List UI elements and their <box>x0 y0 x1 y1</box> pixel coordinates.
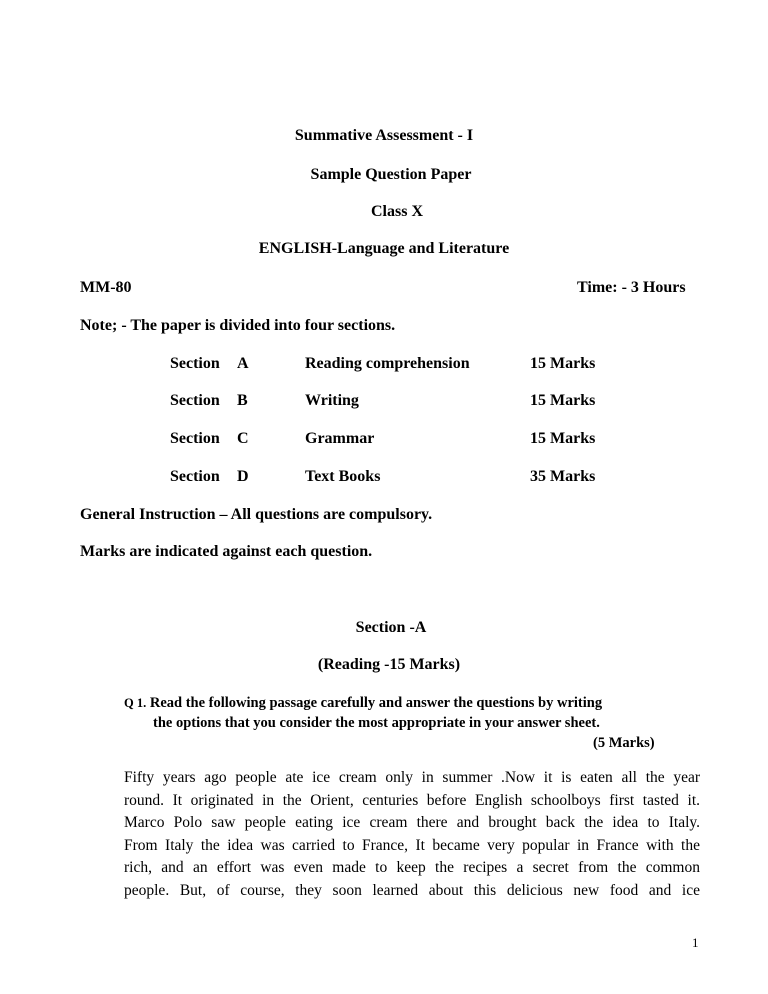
section-a-subtitle: (Reading -15 Marks) <box>317 656 461 673</box>
general-instruction: General Instruction – All questions are compulsory. <box>80 506 433 523</box>
section-marks: 15 Marks <box>530 355 596 372</box>
passage-line: Marco Polo saw people eating ice cream there and brought back the idea to Italy. <box>124 814 700 831</box>
marks-instruction: Marks are indicated against each question. <box>80 543 373 560</box>
question-number: Q 1. <box>124 696 147 710</box>
section-name: Reading comprehension <box>305 355 470 372</box>
section-name: Text Books <box>305 468 381 485</box>
time-allowed: Time: - 3 Hours <box>577 279 686 296</box>
passage-line: round. It originated in the Orient, centuries before English schoolboys first tasted it. <box>124 791 700 809</box>
section-row <box>0 468 768 488</box>
max-marks: MM-80 <box>80 279 132 296</box>
section-label: Section <box>170 468 220 485</box>
section-marks: 15 Marks <box>530 392 596 409</box>
section-label: Section <box>170 392 220 409</box>
section-name: Grammar <box>305 430 375 447</box>
section-a-title: Section -A <box>355 619 427 636</box>
section-name: Writing <box>305 392 359 409</box>
section-row <box>0 430 768 450</box>
section-letter: A <box>237 355 249 372</box>
section-label: Section <box>170 430 220 447</box>
section-marks: 35 Marks <box>530 468 596 485</box>
note-text: Note; - The paper is divided into four sections. <box>80 317 396 334</box>
page-number: 1 <box>692 935 699 950</box>
reading-passage <box>124 767 700 902</box>
passage-line: people. But, of course, they soon learned about this delicious new food and ice <box>124 881 700 899</box>
passage-line: rich, and an effort was even made to keep the recipes a secret from the common <box>124 859 700 876</box>
subject-label: ENGLISH-Language and Literature <box>258 240 510 257</box>
class-label: Class X <box>370 203 423 220</box>
question-text: Read the following passage carefully and answer the questions by writing <box>149 695 603 711</box>
paper-subtitle: Sample Question Paper <box>310 166 472 183</box>
section-label: Section <box>170 355 220 372</box>
passage-line: From Italy the idea was carried to France, It became very popular in France with the <box>124 836 700 854</box>
section-letter: D <box>237 468 249 485</box>
section-row <box>0 355 768 375</box>
passage-line: Fifty years ago people ate ice cream only in summer .Now it is eaten all the year <box>124 769 700 786</box>
section-letter: B <box>237 392 248 409</box>
section-marks: 15 Marks <box>530 430 596 447</box>
section-row <box>0 392 768 412</box>
question-1-line1 <box>124 695 602 712</box>
section-letter: C <box>237 430 249 447</box>
question-1-line2: the options that you consider the most appropriate in your answer sheet. <box>153 715 600 731</box>
paper-title: Summative Assessment - I <box>294 127 474 144</box>
question-1-marks: (5 Marks) <box>593 735 655 751</box>
